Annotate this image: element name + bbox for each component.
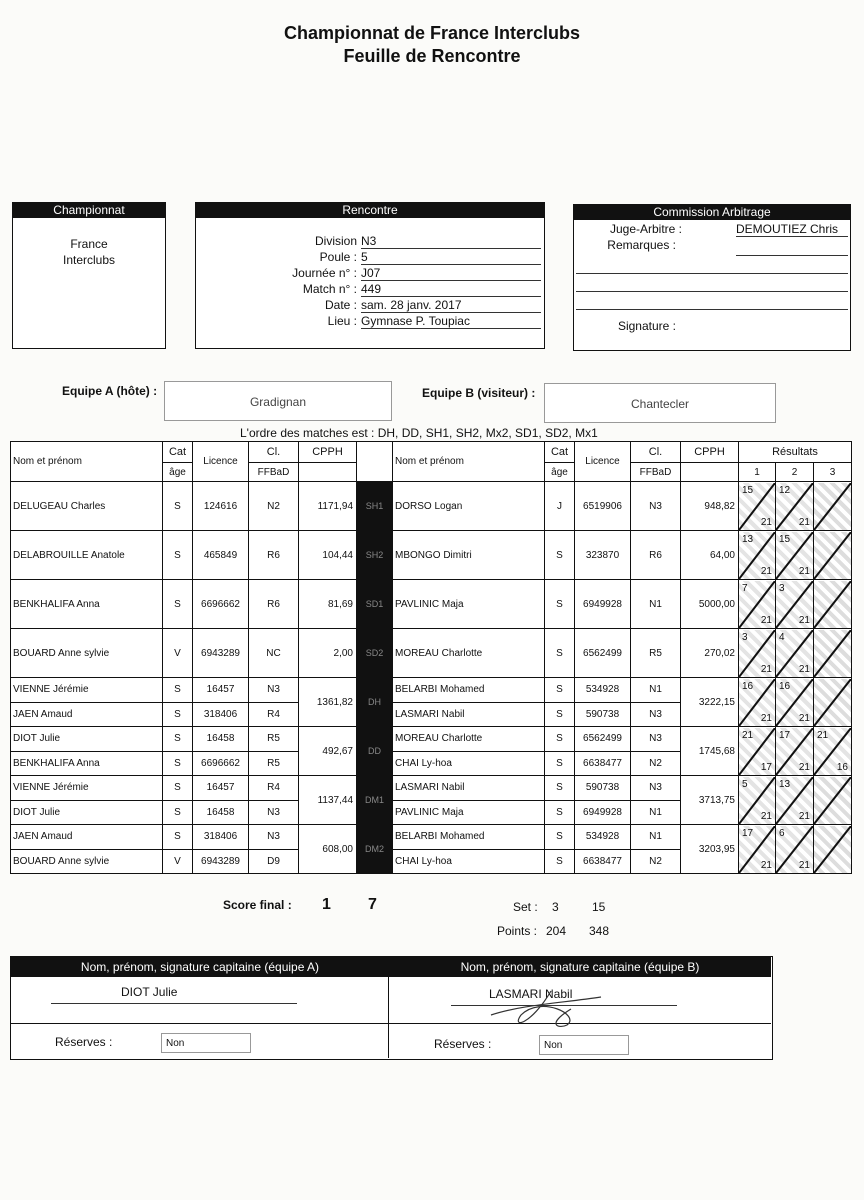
set-score-a: 17 [742, 827, 754, 839]
col-nom-b: Nom et prénom [393, 442, 545, 482]
player-b-cat: S [545, 702, 575, 727]
set-score-a: 6 [779, 827, 785, 839]
set-score-cell [814, 580, 852, 629]
team-b-cpph: 5000,00 [681, 580, 739, 629]
set-score-cell [814, 727, 852, 776]
player-b-class: R6 [631, 531, 681, 580]
set-score-cell [776, 482, 814, 531]
team-b-cpph: 3713,75 [681, 776, 739, 825]
set-score-a: 4 [779, 631, 785, 643]
col-set-1: 1 [739, 463, 776, 482]
player-a-class: N3 [249, 800, 299, 825]
player-b-cat: S [545, 751, 575, 776]
player-b-cat: S [545, 678, 575, 703]
set-score-b: 17 [760, 761, 772, 773]
team-a-cpph: 1361,82 [299, 678, 357, 727]
player-a-licence: 124616 [193, 482, 249, 531]
player-b-cat: S [545, 727, 575, 752]
set-score-a: 13 [779, 778, 791, 790]
reserves-b-label: Réserves : [434, 1037, 492, 1051]
player-b-licence: 6949928 [575, 580, 631, 629]
set-score-cell [776, 776, 814, 825]
player-a-class: R5 [249, 727, 299, 752]
rencontre-field-label: Poule : [319, 250, 357, 264]
set-score-a: 7 [742, 582, 748, 594]
player-b-licence: 6519906 [575, 482, 631, 531]
player-a-class: R4 [249, 702, 299, 727]
rencontre-field-value: J07 [361, 266, 541, 281]
team-a-cpph: 608,00 [299, 825, 357, 874]
reserves-b-value: Non [539, 1035, 629, 1055]
set-score-b: 21 [760, 810, 772, 822]
player-b-class: R5 [631, 629, 681, 678]
championnat-line1: France [70, 237, 108, 251]
player-a-licence: 16458 [193, 800, 249, 825]
team-a-cpph: 492,67 [299, 727, 357, 776]
set-score-cell [739, 727, 776, 776]
set-score-b: 21 [760, 565, 772, 577]
score-b: 7 [368, 896, 377, 913]
captain-a-name: DIOT Julie [121, 985, 178, 999]
player-a-cat: S [163, 580, 193, 629]
rencontre-box [195, 202, 545, 349]
match-order: L'ordre des matches est : DH, DD, SH1, SH2, Mx2, SD1, SD2, Mx1 [240, 426, 598, 440]
team-b-label: Equipe B (visiteur) : [422, 386, 536, 400]
player-a-class: R6 [249, 531, 299, 580]
captain-a-line [51, 1003, 297, 1004]
match-code: DM2 [357, 825, 393, 874]
table-row [11, 727, 852, 752]
player-a-class: N2 [249, 482, 299, 531]
player-b-name: LASMARI Nabil [393, 702, 545, 727]
player-a-licence: 6943289 [193, 849, 249, 874]
rencontre-field-label: Division [314, 234, 357, 248]
championnat-box [12, 202, 166, 349]
player-b-licence: 590738 [575, 776, 631, 801]
rencontre-field [196, 250, 544, 266]
match-code: SH1 [357, 482, 393, 531]
player-a-class: N3 [249, 678, 299, 703]
player-a-licence: 6943289 [193, 629, 249, 678]
remarques-line [736, 255, 848, 256]
player-a-licence: 16458 [193, 727, 249, 752]
player-a-name: DELABROUILLE Anatole [11, 531, 163, 580]
col-set-3: 3 [814, 463, 852, 482]
player-a-licence: 16457 [193, 678, 249, 703]
team-b-cpph: 270,02 [681, 629, 739, 678]
set-score-cell [776, 727, 814, 776]
set-score-b: 21 [798, 810, 810, 822]
championnat-head: Championnat [13, 203, 165, 218]
set-score-a: 21 [742, 729, 754, 741]
rencontre-field-value: N3 [361, 234, 541, 249]
player-a-name: VIENNE Jérémie [11, 678, 163, 703]
player-b-licence: 6949928 [575, 800, 631, 825]
player-a-cat: S [163, 482, 193, 531]
player-b-name: BELARBI Mohamed [393, 825, 545, 850]
player-b-cat: S [545, 629, 575, 678]
table-row [11, 629, 852, 678]
captain-b-name: LASMARI Nabil [489, 987, 573, 1001]
set-score-cell [814, 678, 852, 727]
player-a-licence: 6696662 [193, 580, 249, 629]
set-score-cell [739, 482, 776, 531]
team-a-cpph: 1137,44 [299, 776, 357, 825]
juge-label: Juge-Arbitre : [609, 222, 682, 236]
rencontre-field-label: Match n° : [302, 282, 357, 296]
set-score-cell [739, 629, 776, 678]
set-score-b: 21 [798, 761, 810, 773]
player-b-class: N1 [631, 825, 681, 850]
championnat-line2: Interclubs [62, 253, 116, 267]
set-score-cell [776, 825, 814, 874]
match-code: SH2 [357, 531, 393, 580]
match-code: DH [357, 678, 393, 727]
team-b-cpph: 3222,15 [681, 678, 739, 727]
col-licence-a: Licence [193, 442, 249, 482]
table-row [11, 580, 852, 629]
team-a-name: Gradignan [164, 381, 392, 421]
player-a-cat: S [163, 751, 193, 776]
captain-b-signature [481, 985, 621, 1029]
player-a-class: R4 [249, 776, 299, 801]
rencontre-field [196, 298, 544, 314]
player-a-cat: S [163, 531, 193, 580]
player-b-licence: 323870 [575, 531, 631, 580]
set-score-a: 15 [742, 484, 754, 496]
rencontre-field-value: sam. 28 janv. 2017 [361, 298, 541, 313]
table-row [11, 531, 852, 580]
set-score-cell [814, 531, 852, 580]
set-score-b: 21 [798, 565, 810, 577]
reserves-a-value: Non [161, 1033, 251, 1053]
set-score-cell [739, 776, 776, 825]
rencontre-field-label: Lieu : [327, 314, 357, 328]
col-code-head [357, 442, 393, 482]
team-a-cpph: 1171,94 [299, 482, 357, 531]
remarques-line [576, 309, 848, 310]
player-a-licence: 6696662 [193, 751, 249, 776]
captains-hrule [11, 1023, 771, 1024]
set-score-a: 16 [779, 680, 791, 692]
commission-box [573, 204, 851, 351]
set-b: 15 [592, 900, 606, 914]
player-a-licence: 318406 [193, 825, 249, 850]
page-subtitle: Feuille de Rencontre [343, 46, 521, 66]
reserves-a-label: Réserves : [55, 1035, 113, 1049]
player-a-cat: S [163, 702, 193, 727]
player-b-licence: 590738 [575, 702, 631, 727]
team-a-cpph: 104,44 [299, 531, 357, 580]
player-b-cat: S [545, 825, 575, 850]
player-b-licence: 534928 [575, 678, 631, 703]
table-row [11, 776, 852, 801]
set-score-a: 12 [779, 484, 791, 496]
team-b-name: Chantecler [544, 383, 776, 423]
match-code: SD1 [357, 580, 393, 629]
player-b-licence: 6638477 [575, 751, 631, 776]
player-b-name: DORSO Logan [393, 482, 545, 531]
set-score-cell [739, 580, 776, 629]
set-score-cell [814, 482, 852, 531]
player-a-cat: V [163, 629, 193, 678]
set-score-cell [739, 531, 776, 580]
player-a-name: DELUGEAU Charles [11, 482, 163, 531]
player-b-class: N3 [631, 776, 681, 801]
set-score-b: 21 [798, 859, 810, 871]
player-a-cat: S [163, 825, 193, 850]
set-score-a: 3 [742, 631, 748, 643]
player-a-class: N3 [249, 825, 299, 850]
col-cl-a: Cl. [249, 442, 299, 463]
col-cpph-a-blank [299, 463, 357, 482]
col-cat-a: Cat [163, 442, 193, 463]
player-b-class: N1 [631, 580, 681, 629]
player-b-licence: 6562499 [575, 727, 631, 752]
match-code: DD [357, 727, 393, 776]
player-a-name: JAEN Amaud [11, 702, 163, 727]
set-score-b: 21 [760, 712, 772, 724]
set-score-cell [739, 678, 776, 727]
player-b-licence: 534928 [575, 825, 631, 850]
set-score-b: 16 [836, 761, 848, 773]
player-a-name: BOUARD Anne sylvie [11, 849, 163, 874]
player-b-class: N2 [631, 849, 681, 874]
set-score-a: 16 [742, 680, 754, 692]
col-ffbad-a: FFBaD [249, 463, 299, 482]
match-code: DM1 [357, 776, 393, 825]
set-score-a: 21 [817, 729, 829, 741]
set-score-b: 21 [798, 712, 810, 724]
player-a-cat: S [163, 800, 193, 825]
player-b-class: N3 [631, 702, 681, 727]
table-row [11, 678, 852, 703]
set-score-a: 15 [779, 533, 791, 545]
col-nom-a: Nom et prénom [11, 442, 163, 482]
player-b-name: MOREAU Charlotte [393, 727, 545, 752]
set-label: Set : [513, 900, 538, 914]
captains-divider [388, 957, 389, 1058]
team-b-cpph: 1745,68 [681, 727, 739, 776]
set-score-a: 13 [742, 533, 754, 545]
rencontre-field-label: Journée n° : [292, 266, 357, 280]
player-a-class: R6 [249, 580, 299, 629]
player-b-cat: J [545, 482, 575, 531]
set-score-cell [814, 776, 852, 825]
set-score-cell [776, 531, 814, 580]
set-score-b: 21 [798, 516, 810, 528]
player-a-name: BENKHALIFA Anna [11, 751, 163, 776]
player-b-name: BELARBI Mohamed [393, 678, 545, 703]
col-cpph-a: CPPH [299, 442, 357, 463]
set-score-b: 21 [798, 663, 810, 675]
set-score-cell [739, 825, 776, 874]
player-b-licence: 6638477 [575, 849, 631, 874]
col-cat-b: Cat [545, 442, 575, 463]
set-score-a: 3 [779, 582, 785, 594]
remarques-label: Remarques : [607, 238, 676, 252]
col-cl-b: Cl. [631, 442, 681, 463]
player-a-class: D9 [249, 849, 299, 874]
matches-table [10, 441, 852, 874]
set-score-cell [776, 678, 814, 727]
rencontre-field-value: 449 [361, 282, 541, 297]
set-score-cell [776, 629, 814, 678]
team-b-cpph: 64,00 [681, 531, 739, 580]
rencontre-field [196, 266, 544, 282]
player-b-name: CHAI Ly-hoa [393, 849, 545, 874]
player-a-name: DIOT Julie [11, 727, 163, 752]
player-a-name: BENKHALIFA Anna [11, 580, 163, 629]
player-a-name: BOUARD Anne sylvie [11, 629, 163, 678]
team-b-cpph: 948,82 [681, 482, 739, 531]
rencontre-field-value: 5 [361, 250, 541, 265]
table-row [11, 482, 852, 531]
player-b-name: PAVLINIC Maja [393, 800, 545, 825]
set-score-b: 21 [760, 614, 772, 626]
remarques-line [576, 291, 848, 292]
player-a-cat: S [163, 678, 193, 703]
col-age-a: âge [163, 463, 193, 482]
score-final-label: Score final : [223, 898, 292, 912]
player-b-class: N2 [631, 751, 681, 776]
set-score-b: 21 [798, 614, 810, 626]
set-score-cell [814, 825, 852, 874]
player-b-cat: S [545, 580, 575, 629]
player-a-licence: 465849 [193, 531, 249, 580]
player-b-name: PAVLINIC Maja [393, 580, 545, 629]
col-cpph-b: CPPH [681, 442, 739, 463]
col-age-b: âge [545, 463, 575, 482]
rencontre-field-value: Gymnase P. Toupiac [361, 314, 541, 329]
rencontre-field [196, 282, 544, 298]
page-title: Championnat de France Interclubs [283, 23, 581, 43]
player-a-name: DIOT Julie [11, 800, 163, 825]
player-b-name: MOREAU Charlotte [393, 629, 545, 678]
player-b-class: N3 [631, 727, 681, 752]
team-a-cpph: 81,69 [299, 580, 357, 629]
set-score-a: 17 [779, 729, 791, 741]
captain-b-head: Nom, prénom, signature capitaine (équipe B) [389, 957, 771, 977]
player-b-cat: S [545, 849, 575, 874]
rencontre-head: Rencontre [196, 203, 544, 218]
remarques-line [576, 273, 848, 274]
player-b-cat: S [545, 531, 575, 580]
points-b: 348 [589, 924, 610, 938]
set-score-a: 5 [742, 778, 748, 790]
player-b-class: N1 [631, 678, 681, 703]
col-cpph-b-blank [681, 463, 739, 482]
set-score-b: 21 [760, 859, 772, 871]
col-set-2: 2 [776, 463, 814, 482]
rencontre-field [196, 234, 544, 250]
player-a-cat: V [163, 849, 193, 874]
player-a-name: VIENNE Jérémie [11, 776, 163, 801]
player-b-name: MBONGO Dimitri [393, 531, 545, 580]
player-a-cat: S [163, 776, 193, 801]
player-b-class: N1 [631, 800, 681, 825]
player-a-class: NC [249, 629, 299, 678]
player-b-cat: S [545, 800, 575, 825]
captains-box [10, 956, 773, 1060]
set-a: 3 [552, 900, 559, 914]
match-code: SD2 [357, 629, 393, 678]
player-a-licence: 318406 [193, 702, 249, 727]
set-score-cell [814, 629, 852, 678]
commission-head: Commission Arbitrage [574, 205, 850, 220]
player-b-name: LASMARI Nabil [393, 776, 545, 801]
points-label: Points : [497, 924, 538, 938]
player-a-class: R5 [249, 751, 299, 776]
player-a-name: JAEN Amaud [11, 825, 163, 850]
col-resultats: Résultats [739, 442, 852, 463]
set-score-b: 21 [760, 663, 772, 675]
player-a-licence: 16457 [193, 776, 249, 801]
player-b-class: N3 [631, 482, 681, 531]
player-b-licence: 6562499 [575, 629, 631, 678]
col-ffbad-b: FFBaD [631, 463, 681, 482]
juge-value: DEMOUTIEZ Chris [736, 222, 848, 237]
set-score-b: 21 [760, 516, 772, 528]
signature-label: Signature : [617, 319, 676, 333]
rencontre-field [196, 314, 544, 330]
table-row [11, 825, 852, 850]
player-b-name: CHAI Ly-hoa [393, 751, 545, 776]
team-b-cpph: 3203,95 [681, 825, 739, 874]
col-licence-b: Licence [575, 442, 631, 482]
team-a-label: Equipe A (hôte) : [62, 384, 158, 398]
captain-a-head: Nom, prénom, signature capitaine (équipe A) [11, 957, 389, 977]
points-a: 204 [546, 924, 567, 938]
player-a-cat: S [163, 727, 193, 752]
set-score-cell [776, 580, 814, 629]
rencontre-field-label: Date : [324, 298, 357, 312]
player-b-cat: S [545, 776, 575, 801]
team-a-cpph: 2,00 [299, 629, 357, 678]
score-a: 1 [322, 896, 331, 913]
